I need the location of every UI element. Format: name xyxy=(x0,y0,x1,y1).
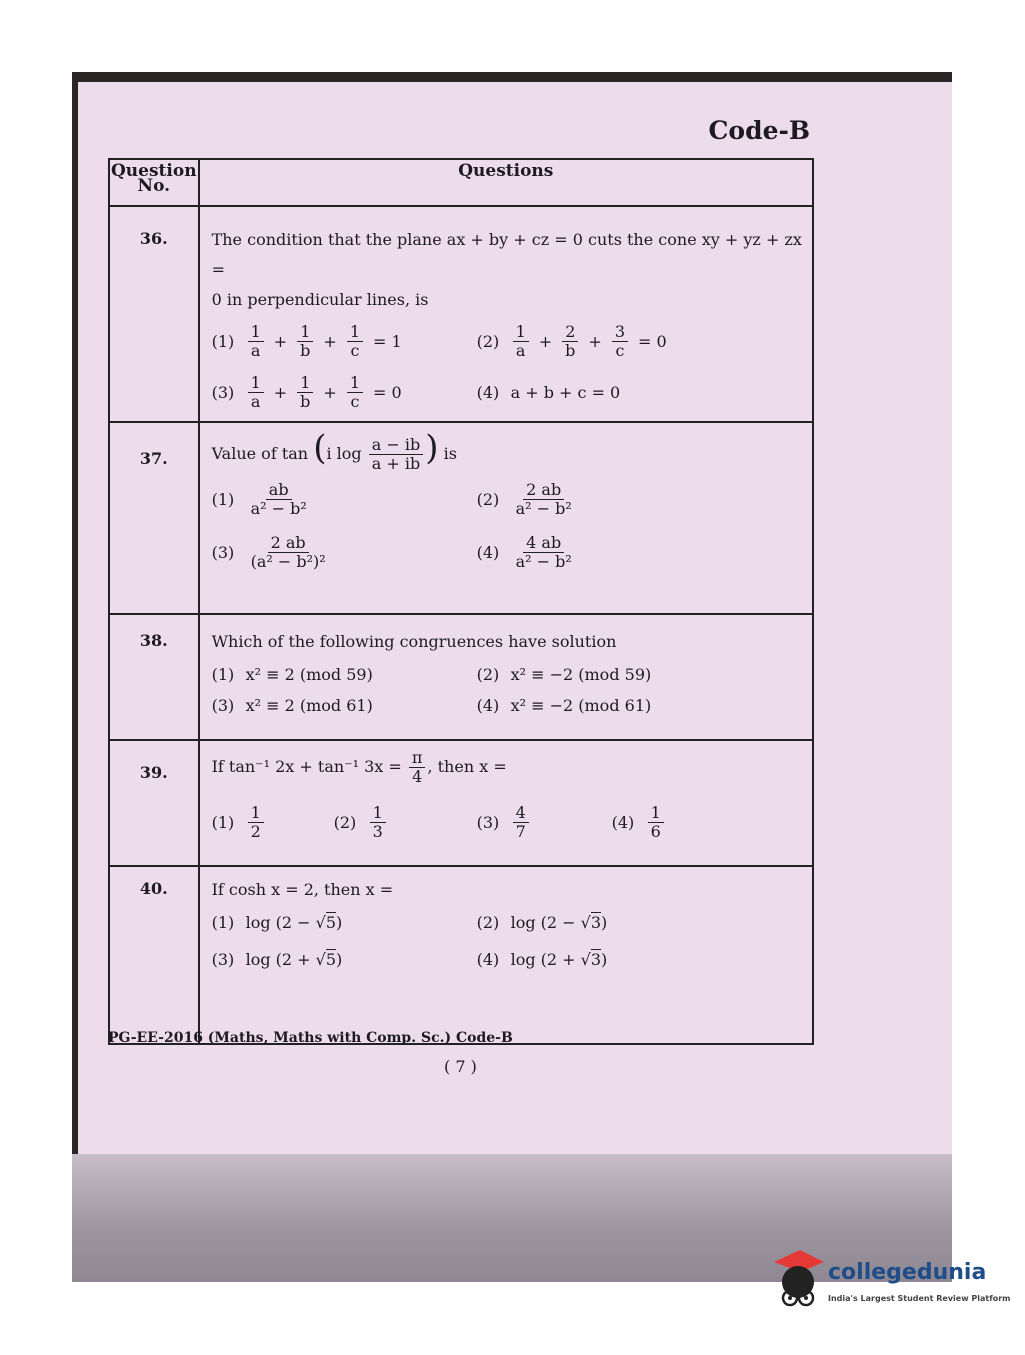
denominator: a² − b² xyxy=(515,499,572,518)
option-label: (4) xyxy=(476,950,500,969)
question-number: 38. xyxy=(109,614,199,740)
option-2 xyxy=(477,481,802,518)
option-label: (1) xyxy=(211,913,235,932)
numerator: 1 xyxy=(347,323,363,342)
options-grid xyxy=(212,913,802,969)
question-stem: If cosh x = 2, then x = xyxy=(211,880,394,899)
mascot-icon xyxy=(770,1248,826,1318)
numerator: 1 xyxy=(248,323,264,342)
question-row-38 xyxy=(109,614,813,740)
options-grid xyxy=(212,665,802,715)
option-label: (1) xyxy=(211,665,235,684)
numerator: 1 xyxy=(648,804,664,823)
option-text: log (2 − √ xyxy=(510,913,591,932)
option-1 xyxy=(212,913,477,932)
option-label: (3) xyxy=(476,813,500,832)
numerator: 1 xyxy=(297,374,313,393)
denominator: 7 xyxy=(515,822,526,841)
option-label: (4) xyxy=(476,543,500,562)
question-number: 39. xyxy=(109,740,199,866)
fraction xyxy=(513,481,575,518)
fraction xyxy=(248,481,310,518)
option-label: (4) xyxy=(476,696,500,715)
fraction xyxy=(612,323,628,360)
option-1 xyxy=(212,804,334,841)
stem-text: Value of tan xyxy=(211,444,309,463)
denominator: 4 xyxy=(412,767,423,786)
option-2 xyxy=(477,913,802,932)
numerator: 1 xyxy=(248,804,264,823)
option-label: (3) xyxy=(211,950,235,969)
option-label: (2) xyxy=(476,332,500,351)
option-label: (3) xyxy=(211,543,235,562)
option-3 xyxy=(212,696,477,715)
numerator: 4 xyxy=(513,804,529,823)
fraction xyxy=(248,804,264,841)
equation-tail: = 1 xyxy=(373,332,402,351)
stem-text: i log xyxy=(326,444,362,463)
question-row-36 xyxy=(109,206,813,422)
numerator: 1 xyxy=(513,323,529,342)
option-text: ) xyxy=(601,950,608,969)
question-stem xyxy=(212,749,802,786)
fraction xyxy=(648,804,664,841)
option-label: (2) xyxy=(333,813,357,832)
fraction xyxy=(369,436,423,473)
option-text: ) xyxy=(336,950,343,969)
question-number: 36. xyxy=(109,206,199,422)
option-4 xyxy=(477,374,802,411)
option-text: log (2 − √ xyxy=(245,913,326,932)
option-1 xyxy=(212,665,477,684)
option-label: (2) xyxy=(476,665,500,684)
option-4 xyxy=(477,696,802,715)
question-number: 40. xyxy=(109,866,199,1044)
fraction xyxy=(513,323,529,360)
option-text: x² ≡ −2 (mod 61) xyxy=(510,696,652,715)
numerator: 1 xyxy=(248,374,264,393)
option-label: (1) xyxy=(211,332,235,351)
question-stem-cont: 0 in perpendicular lines, is xyxy=(211,290,429,309)
option-4 xyxy=(612,804,802,841)
denominator: c xyxy=(350,392,360,411)
scan-border-left xyxy=(72,72,78,1282)
option-2: (2) $\frac{1}{a}$ + $\frac{2}{b}$ + $\frac{3}{c}$ = 0 xyxy=(476,322,667,360)
option-1: (1) $\frac{1}{a}$ + $\frac{1}{b}$ + $\frac{1}{c}$ = 1 xyxy=(211,322,402,360)
options-row xyxy=(212,804,802,841)
option-text: a + b + c = 0 xyxy=(510,383,621,402)
radicand: 5 xyxy=(325,950,337,969)
denominator: b xyxy=(300,392,311,411)
options-grid xyxy=(212,323,802,411)
fraction xyxy=(347,374,363,411)
numerator: 2 ab xyxy=(523,481,564,500)
page-number: ( 7 ) xyxy=(444,1057,477,1076)
paper-footer: PG-EE-2016 (Maths, Maths with Comp. Sc.) Code-B xyxy=(108,1030,513,1046)
col-header-qno: Question No. xyxy=(109,159,199,206)
collegedunia-logo xyxy=(770,1248,1011,1320)
options-grid xyxy=(212,481,802,571)
question-stem: The condition that the plane ax + by + cz = 0 cuts the cone xy + yz + zx = xyxy=(211,230,802,279)
paren-open: ( xyxy=(313,428,327,468)
radicand: 3 xyxy=(590,913,602,932)
option-3 xyxy=(212,534,477,571)
denominator: a + ib xyxy=(371,454,421,473)
denominator: 6 xyxy=(650,822,661,841)
stem-text: If tan⁻¹ 2x + tan⁻¹ 3x = xyxy=(211,757,402,776)
denominator: a² − b² xyxy=(515,552,572,571)
denominator: a² − b² xyxy=(250,499,307,518)
option-1 xyxy=(212,481,477,518)
numerator: 1 xyxy=(297,323,313,342)
radicand: 3 xyxy=(590,950,602,969)
denominator: (a² − b²)² xyxy=(250,552,326,571)
fraction xyxy=(248,374,264,411)
option-label: (3) xyxy=(211,383,235,402)
option-label: (1) xyxy=(211,490,235,509)
numerator: π xyxy=(409,749,426,768)
denominator: a xyxy=(250,341,261,360)
logo-wordmark: collegedunia xyxy=(828,1260,987,1285)
scanned-page xyxy=(72,72,952,1282)
denominator: 3 xyxy=(372,822,383,841)
table-header-row xyxy=(109,159,813,206)
logo-tagline: India's Largest Student Review Platform xyxy=(828,1294,1011,1303)
numerator: 4 ab xyxy=(523,534,564,553)
option-label: (4) xyxy=(611,813,635,832)
option-text: ) xyxy=(601,913,608,932)
equation-tail: = 0 xyxy=(373,383,402,402)
question-body xyxy=(199,206,813,422)
fraction xyxy=(347,323,363,360)
option-label: (2) xyxy=(476,913,500,932)
option-text: log (2 + √ xyxy=(245,950,326,969)
fraction xyxy=(513,804,529,841)
question-row-40 xyxy=(109,866,813,1044)
option-text: x² ≡ 2 (mod 61) xyxy=(245,696,373,715)
fraction xyxy=(370,804,386,841)
option-2 xyxy=(477,665,802,684)
fraction xyxy=(248,534,329,571)
option-text: x² ≡ 2 (mod 59) xyxy=(245,665,373,684)
question-row-37 xyxy=(109,422,813,614)
denominator: b xyxy=(565,341,576,360)
option-text: x² ≡ −2 (mod 59) xyxy=(510,665,652,684)
question-body xyxy=(199,866,813,1044)
denominator: c xyxy=(615,341,625,360)
numerator: 1 xyxy=(347,374,363,393)
col-header-questions: Questions xyxy=(199,159,813,206)
option-4 xyxy=(477,534,802,571)
option-text: ) xyxy=(336,913,343,932)
fraction xyxy=(248,323,264,360)
stem-text: is xyxy=(443,444,457,463)
fraction xyxy=(297,374,313,411)
fraction xyxy=(562,323,578,360)
question-body xyxy=(199,740,813,866)
question-stem: Which of the following congruences have solution xyxy=(211,632,617,651)
option-3 xyxy=(212,950,477,969)
fraction xyxy=(409,749,426,786)
radicand: 5 xyxy=(325,913,337,932)
denominator: b xyxy=(300,341,311,360)
numerator: 2 ab xyxy=(268,534,309,553)
numerator: 1 xyxy=(370,804,386,823)
question-number: 37. xyxy=(109,422,199,614)
paren-close: ) xyxy=(425,428,439,468)
option-text: log (2 + √ xyxy=(510,950,591,969)
option-label: (2) xyxy=(476,490,500,509)
fraction xyxy=(513,534,575,571)
fraction xyxy=(297,323,313,360)
numerator: a − ib xyxy=(369,436,423,455)
option-3: (3) $\frac{1}{a}$ + $\frac{1}{b}$ + $\frac{1}{c}$ = 0 xyxy=(211,373,402,411)
stem-text: , then x = xyxy=(427,757,507,776)
denominator: a xyxy=(250,392,261,411)
option-2 xyxy=(334,804,477,841)
paper-code: Code-B xyxy=(708,116,810,145)
questions-table xyxy=(108,158,814,1045)
denominator: a xyxy=(515,341,526,360)
equation-tail: = 0 xyxy=(638,332,667,351)
numerator: 3 xyxy=(612,323,628,342)
option-label: (4) xyxy=(476,383,500,402)
option-label: (1) xyxy=(211,813,235,832)
question-row-39 xyxy=(109,740,813,866)
option-4 xyxy=(477,950,802,969)
question-body xyxy=(199,422,813,614)
denominator: c xyxy=(350,341,360,360)
option-3 xyxy=(477,804,612,841)
scan-border-top xyxy=(72,72,952,82)
numerator: 2 xyxy=(562,323,578,342)
numerator: ab xyxy=(266,481,292,500)
option-label: (3) xyxy=(211,696,235,715)
question-stem xyxy=(211,428,802,473)
question-body xyxy=(199,614,813,740)
denominator: 2 xyxy=(250,822,261,841)
